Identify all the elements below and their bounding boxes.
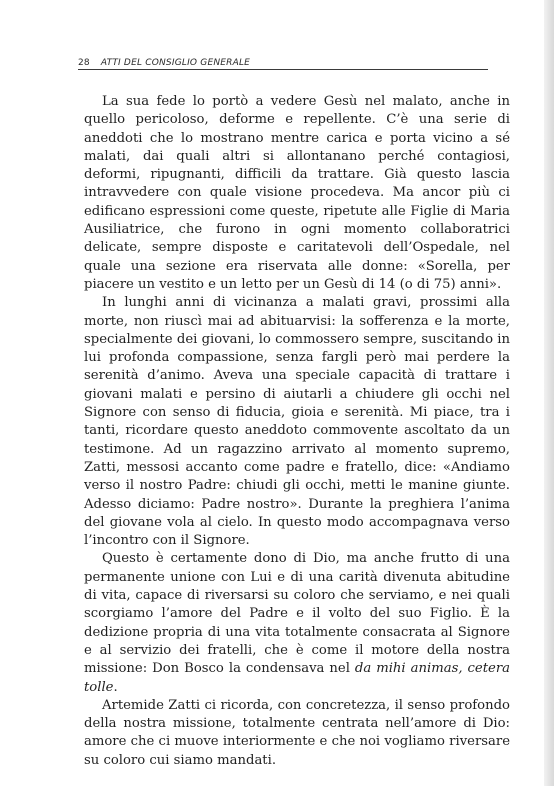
paragraph-4: Artemide Zatti ci ricorda, con concretezza, il senso profondo della nostra missione, totalmente centrata nell’amore di Dio: amore che ci muove interiormente e che noi vogliamo riversare su coloro cui siamo mandati.: [84, 697, 510, 768]
paragraph-3-text: Questo è certamente dono di Dio, ma anche frutto di una permanente unione con Lui e di una carità divenuta abitudine di vita, capace di riversarsi su coloro che serviamo, e nei quali scorgiamo l’amore del Padre e il volto del suo Figlio. È la dedizione propria di una vita totalmente consacrata al Signore e al servizio dei fratelli, che è come il motore della nostra missione: Don Bosco la condensava nel: [84, 551, 510, 677]
body-text: [84, 93, 510, 770]
running-head: [78, 58, 488, 70]
paragraph-1: La sua fede lo portò a vedere Gesù nel malato, anche in quello pericoloso, deforme e repellente. C’è una serie di aneddoti che lo mostrano mentre carica e porta vicino a sé malati, dai quali altri si allontanano perché contagiosi, deformi, ripugnanti, difficili da trattare. Già questo lascia intravvedere con quale visione procedeva. Ma ancor più ci edificano espressioni come queste, ripetute alle Figlie di Maria Ausiliatrice, che furono in ogni momento collaboratrici delicate, sempre disposte e caritatevoli dell’Ospedale, nel quale una sezione era riservata alle donne: «Sorella, per piacere un vestito e un letto per un Gesù di 14 (o di 75) anni».: [84, 94, 510, 292]
paragraph-2: In lunghi anni di vicinanza a malati gravi, prossimi alla morte, non riuscì mai ad abituarvisi: la sofferenza e la morte, specialmente dei giovani, lo commossero sempre, suscitando in lui profonda compassione, senza fargli però mai perdere la serenità d’animo. Aveva una speciale capacità di trattare i giovani malati e persino di aiutarli a chiudere gli occhi nel Signore con senso di fiducia, gioia e serenità. Mi piace, tra i tanti, ricordare questo aneddoto commovente ascoltato da un testimone. Ad un ragazzino arrivato al momento supremo, Zatti, messosi accanto come padre e fratello, dice: «Andiamo verso il nostro Padre: chiudi gli occhi, metti le manine giunte. Adesso diciamo: Padre nostro». Durante la preghiera l’anima del giovane vola al cielo. In questo modo accompagnava verso l’incontro con il Signore.: [84, 295, 510, 549]
paragraph-3: [84, 550, 510, 696]
paragraph-3-end: .: [113, 679, 118, 695]
journal-title: ATTI DEL CONSIGLIO GENERALE: [100, 58, 251, 68]
latin-motto: da mihi animas, cetera tolle: [84, 661, 510, 695]
page-edge: [544, 0, 554, 786]
page-number: 28: [78, 58, 90, 68]
